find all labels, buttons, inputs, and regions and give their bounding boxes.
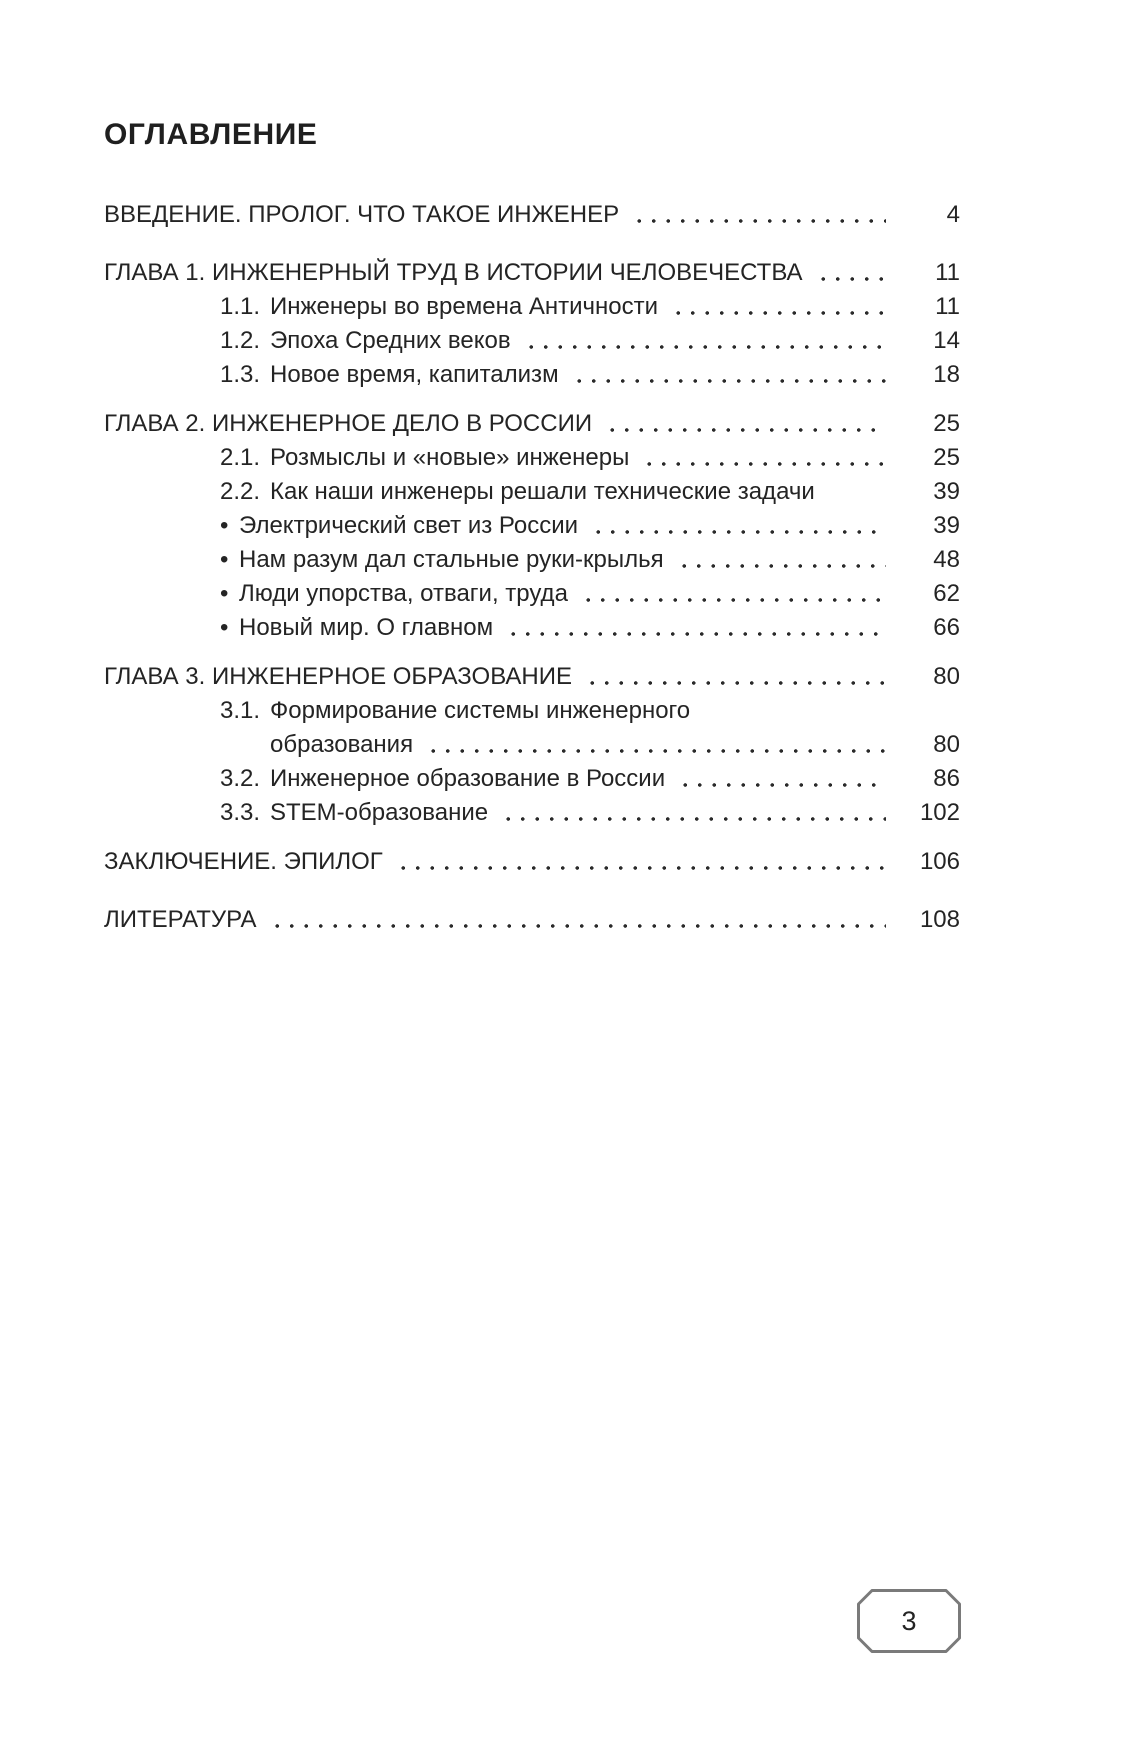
toc-entry: [104, 660, 960, 694]
bullet-icon: •: [220, 580, 229, 607]
toc-dot-leader: [569, 358, 886, 392]
toc-entry-page: 102: [919, 799, 960, 826]
toc-entry: [104, 543, 960, 577]
toc-entry-label: Инженеры во времена Античности: [270, 293, 658, 320]
toc-entry-page: 39: [933, 478, 960, 505]
toc-entry-number: 1.2.: [220, 327, 261, 354]
toc-dot-leader: [582, 660, 886, 694]
toc-entry-label: Новый мир. О главном: [239, 614, 494, 641]
toc-entry-number: 3.1.: [220, 697, 261, 724]
toc-entry-label: STEM-образование: [270, 799, 489, 826]
toc-entry-number: 2.1.: [220, 444, 261, 471]
toc-entry-label: Формирование системы инженерного: [270, 697, 691, 724]
toc-entry-label: Как наши инженеры решали технические задачи: [270, 478, 815, 505]
toc-entry-page: [888, 694, 960, 728]
toc-entry-page: 62: [933, 580, 960, 607]
toc-entry: [104, 796, 960, 830]
toc-entry-label: Розмыслы и «новые» инженеры: [270, 444, 630, 471]
toc-dot-leader: [503, 611, 886, 645]
toc-entry: [104, 441, 960, 475]
toc-dot-leader: [629, 198, 886, 232]
toc-entry-page: 48: [933, 546, 960, 573]
folio-box: [857, 1589, 961, 1653]
toc-entry-label: ЛИТЕРАТУРА: [104, 906, 257, 933]
toc-entry-label: Электрический свет из России: [239, 512, 579, 539]
toc-dot-leader: [578, 577, 886, 611]
toc-entry: [104, 577, 960, 611]
toc-entry-page: 108: [919, 906, 960, 933]
toc-dot-leader: [267, 903, 886, 937]
toc-entry: [104, 256, 960, 290]
toc-dot-leader: [700, 694, 886, 728]
toc-dot-leader: [675, 762, 886, 796]
toc-entry-page: 106: [919, 848, 960, 875]
toc-entry-page: 25: [933, 410, 960, 437]
toc-entry: [104, 509, 960, 543]
toc-entry: [104, 198, 960, 232]
toc-entry: [104, 407, 960, 441]
toc-entry-page: 80: [933, 731, 960, 758]
toc-dot-leader: [825, 475, 886, 509]
toc-list: [104, 198, 960, 937]
toc-entry-page: 66: [933, 614, 960, 641]
toc-entry-number: 1.3.: [220, 361, 261, 388]
toc-entry-label: Новое время, капитализм: [270, 361, 559, 388]
toc-entry-page: 11: [935, 259, 960, 286]
toc-entry: [104, 611, 960, 645]
bullet-icon: •: [220, 512, 229, 539]
bullet-icon: •: [220, 614, 229, 641]
toc-entry-page: 86: [933, 765, 960, 792]
toc-dot-leader: [602, 407, 886, 441]
toc-entry: [104, 475, 960, 509]
toc-entry-page: 11: [935, 293, 960, 320]
toc-dot-leader: [498, 796, 886, 830]
toc-dot-leader: [813, 256, 886, 290]
toc-dot-leader: [393, 845, 886, 879]
toc-entry-number: 3.3.: [220, 799, 261, 826]
toc-entry-label: Нам разум дал стальные руки-крылья: [239, 546, 664, 573]
toc-entry-label: ВВЕДЕНИЕ. ПРОЛОГ. ЧТО ТАКОЕ ИНЖЕНЕР: [104, 201, 620, 228]
toc-dot-leader: [674, 543, 886, 577]
toc-entry: [104, 358, 960, 392]
toc-entry-label: Люди упорства, отваги, труда: [239, 580, 568, 607]
toc-dot-leader: [668, 290, 886, 324]
toc-entry-label: Инженерное образование в России: [270, 765, 666, 792]
toc-entry: [104, 324, 960, 358]
toc-entry-page: 39: [933, 512, 960, 539]
toc-entry-page: 18: [933, 361, 960, 388]
toc-dot-leader: [521, 324, 886, 358]
toc-entry-label: ГЛАВА 1. ИНЖЕНЕРНЫЙ ТРУД В ИСТОРИИ ЧЕЛОВЕЧЕСТВА: [104, 259, 803, 286]
page-title: ОГЛАВЛЕНИЕ: [104, 118, 318, 151]
toc-entry-label: Эпоха Средних веков: [270, 327, 511, 354]
toc-entry-number: 3.2.: [220, 765, 261, 792]
toc-dot-leader: [423, 728, 886, 762]
bullet-icon: •: [220, 546, 229, 573]
toc-entry: [104, 762, 960, 796]
folio-page-number: 3: [901, 1605, 917, 1636]
toc-dot-leader: [639, 441, 886, 475]
toc-entry-page: 25: [933, 444, 960, 471]
toc-entry-number: 1.1.: [220, 293, 261, 320]
toc-entry-label: образования: [270, 731, 414, 758]
toc-dot-leader: [588, 509, 886, 543]
toc-page-content: [104, 118, 960, 937]
toc-entry-label: ГЛАВА 2. ИНЖЕНЕРНОЕ ДЕЛО В РОССИИ: [104, 410, 593, 437]
toc-entry-label: ГЛАВА 3. ИНЖЕНЕРНОЕ ОБРАЗОВАНИЕ: [104, 663, 573, 690]
toc-entry-page: 80: [933, 663, 960, 690]
toc-entry-label: ЗАКЛЮЧЕНИЕ. ЭПИЛОГ: [104, 848, 383, 875]
toc-entry: [104, 694, 960, 728]
toc-entry: [104, 845, 960, 879]
toc-entry: [104, 903, 960, 937]
toc-entry: [104, 290, 960, 324]
toc-entry-page: 14: [933, 327, 960, 354]
toc-entry-number: 2.2.: [220, 478, 261, 505]
toc-entry: [104, 728, 960, 762]
toc-entry-page: 4: [946, 201, 960, 228]
